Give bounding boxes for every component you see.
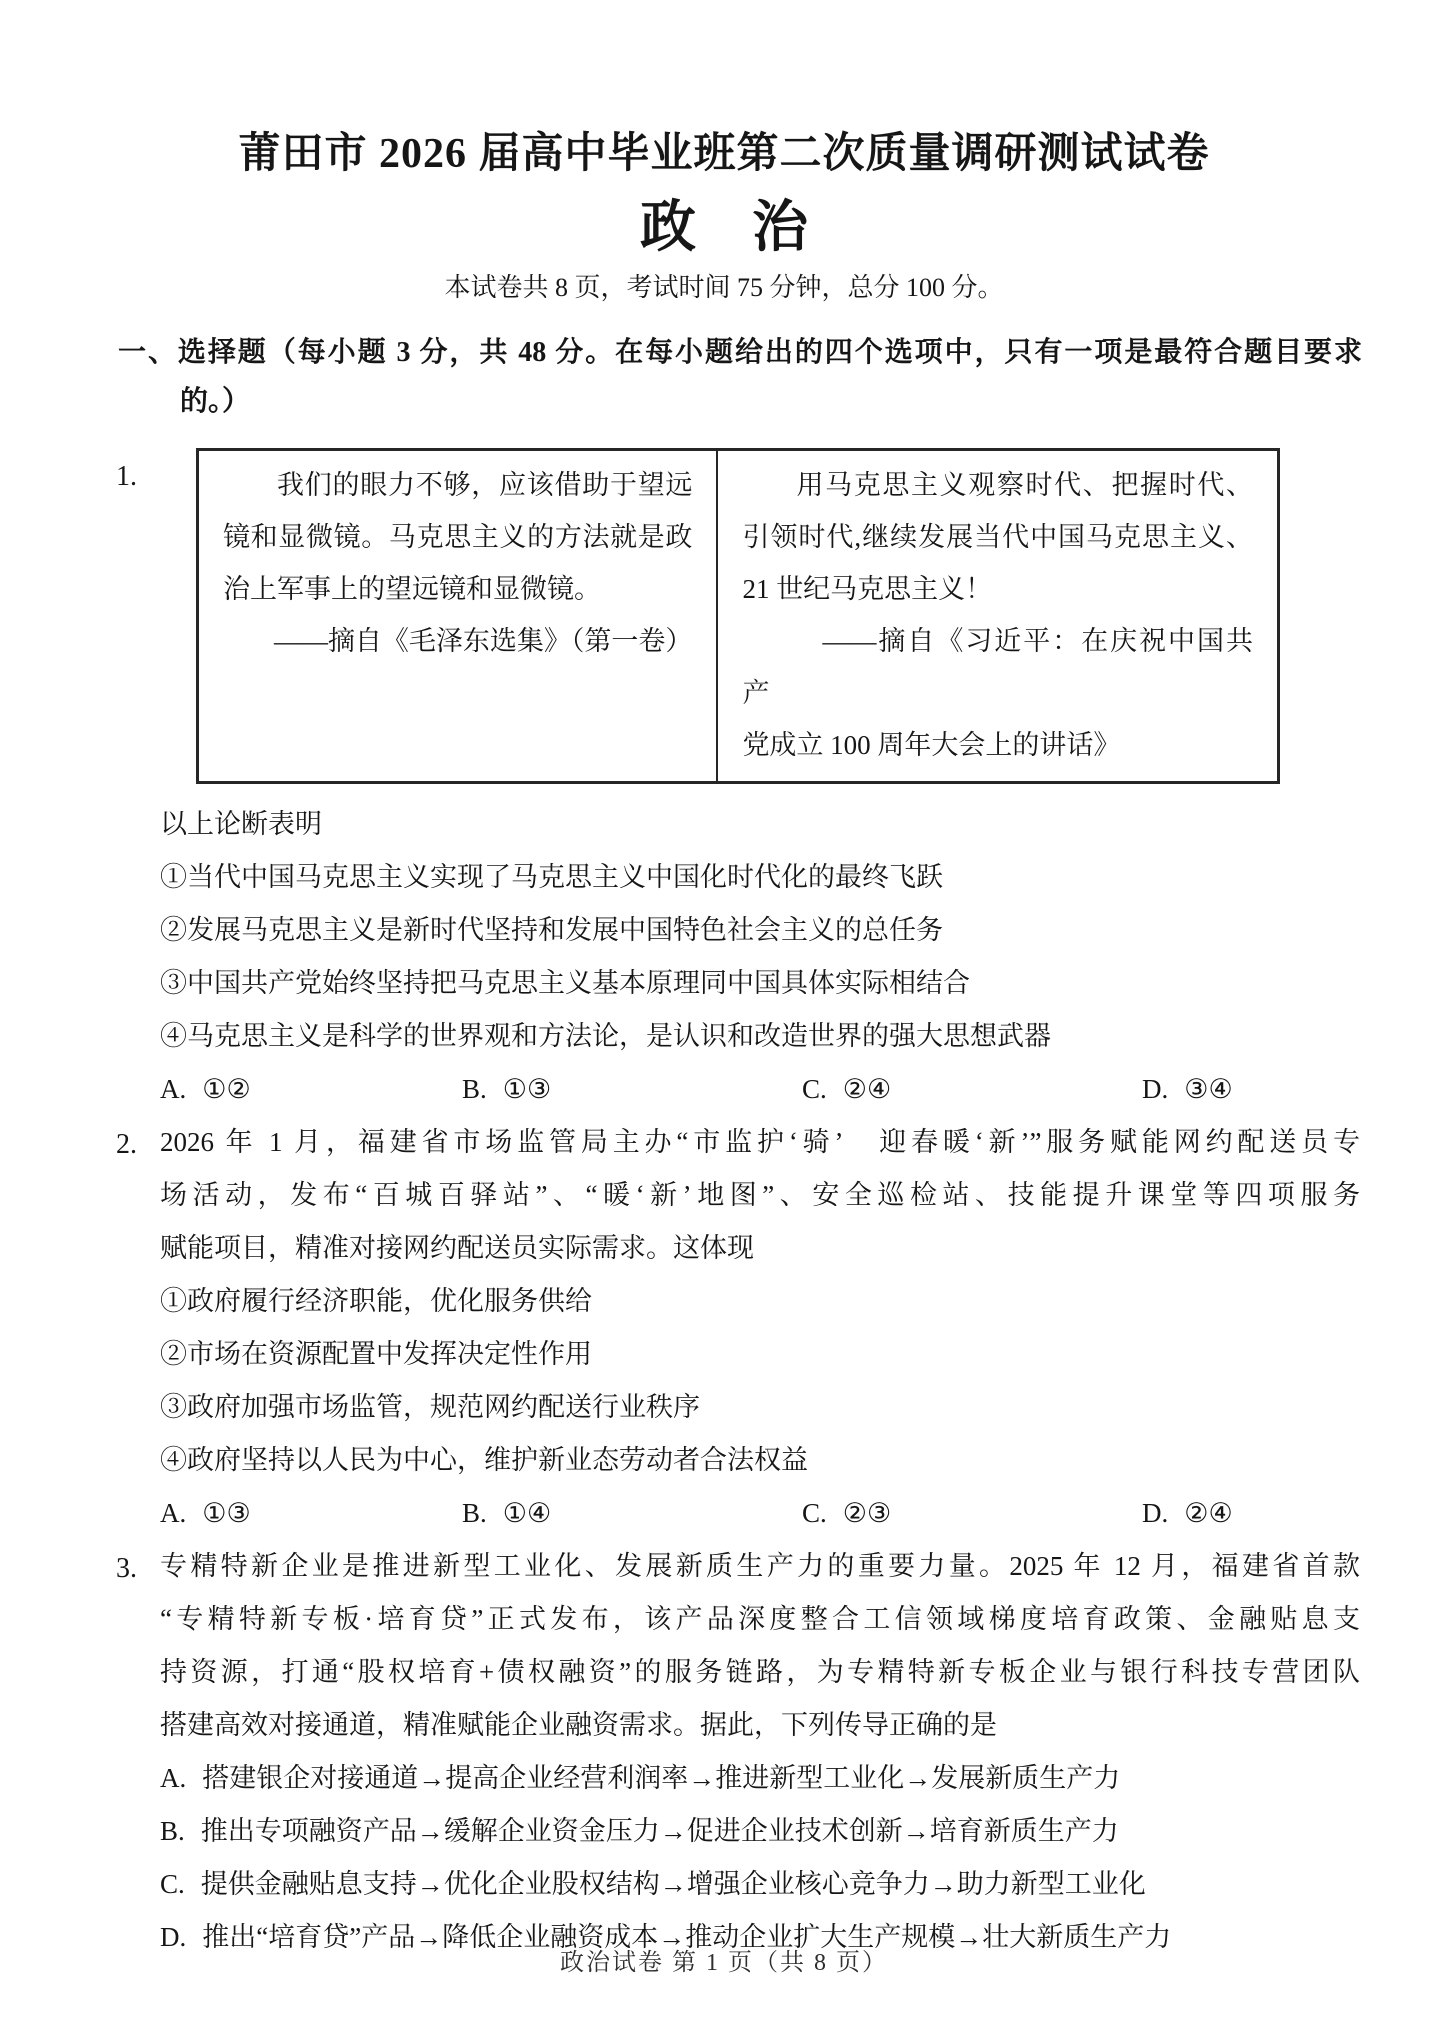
question-1-stem: 以上论断表明	[160, 809, 322, 839]
question-3-body-line: 搭建高效对接通道，精准赋能企业融资需求。据此，下列传导正确的是	[160, 1710, 997, 1740]
option-b	[462, 1487, 802, 1540]
exam-meta: 本试卷共 8 页，考试时间 75 分钟，总分 100 分。	[444, 273, 1004, 302]
option-b-label: B.	[462, 1498, 487, 1528]
quote-cell-left	[199, 451, 716, 781]
option-a	[160, 1487, 462, 1540]
question-1-number: 1.	[116, 461, 137, 492]
quote-right-source-line: ——摘自《习近平：在庆祝中国共产	[742, 626, 1253, 708]
option-c-value: ②③	[842, 1498, 892, 1528]
quote-left-line: 治上军事上的望远镜和显微镜。	[223, 574, 601, 604]
question-1-statement-2: ②发展马克思主义是新时代坚持和发展中国特色社会主义的总任务	[160, 915, 943, 945]
question-1	[116, 448, 1360, 1116]
option-c-value: ②④	[842, 1074, 892, 1104]
option-b-value: 推出专项融资产品→缓解企业资金压力→促进企业技术创新→培育新质生产力	[200, 1816, 1119, 1846]
option-b-value: ①③	[502, 1074, 552, 1104]
question-3-body-line: 专精特新企业是推进新型工业化、发展新质生产力的重要力量。2025 年 12 月，福建省首款	[160, 1551, 1360, 1581]
option-d-value: ③④	[1184, 1074, 1233, 1104]
question-2-statement-3: ③政府加强市场监管，规范网约配送行业秩序	[160, 1392, 700, 1422]
option-a-label: A.	[160, 1763, 187, 1793]
question-2-statement-2: ②市场在资源配置中发挥决定性作用	[160, 1339, 592, 1369]
option-a-label: A.	[160, 1074, 187, 1104]
quote-left-line: 我们的眼力不够，应该借助于望远	[277, 470, 693, 500]
section-heading	[118, 328, 1362, 426]
question-2-body-line: 2026 年 1 月，福建省市场监管局主办“市监护‘骑’ 迎春暖‘新’”服务赋能网约配送员专	[160, 1127, 1360, 1157]
quote-left-line: 镜和显微镜。马克思主义的方法就是政	[223, 522, 693, 552]
question-2-statement-4: ④政府坚持以人民为中心，维护新业态劳动者合法权益	[160, 1445, 808, 1475]
option-a-value: ①③	[202, 1498, 251, 1528]
option-a-value: 搭建银企对接通道→提高企业经营利润率→推进新型工业化→发展新质生产力	[202, 1763, 1121, 1793]
question-3-body-line: “专精特新专板·培育贷”正式发布，该产品深度整合工信领域梯度培育政策、金融贴息支	[160, 1604, 1360, 1634]
option-a-value: ①②	[202, 1074, 251, 1104]
option-d-value: 推出“培育贷”产品→降低企业融资成本→推动企业扩大生产规模→壮大新质生产力	[202, 1922, 1172, 1952]
exam-body	[116, 448, 1360, 1964]
option-a	[160, 1063, 462, 1116]
question-2-number: 2.	[116, 1129, 137, 1160]
option-c-label: C.	[802, 1498, 827, 1528]
question-1-statement-1: ①当代中国马克思主义实现了马克思主义中国化时代化的最终飞跃	[160, 862, 943, 892]
quote-right-line: 用马克思主义观察时代、把握时代、	[796, 470, 1253, 500]
question-2	[116, 1116, 1360, 1540]
question-2-body-line: 场活动，发布“百城百驿站”、“暖‘新’地图”、安全巡检站、技能提升课堂等四项服务	[160, 1180, 1360, 1210]
exam-title: 莆田市 2026 届高中毕业班第二次质量调研测试试卷	[238, 131, 1210, 177]
quote-right-line: 21 世纪马克思主义！	[742, 574, 993, 604]
question-3-option-b	[160, 1805, 1360, 1858]
exam-subject: 政 治	[640, 197, 808, 259]
question-3-option-a	[160, 1752, 1360, 1805]
option-d	[1142, 1487, 1233, 1540]
option-d-label: D.	[1142, 1074, 1169, 1104]
section-heading-line-1: 一、选择题（每小题 3 分，共 48 分。在每小题给出的四个选项中，只有一项是最符合题目要求	[118, 337, 1362, 368]
quote-left-source: ——摘自《毛泽东选集》（第一卷）	[273, 626, 693, 656]
option-d	[1142, 1063, 1233, 1116]
question-2-statement-1: ①政府履行经济职能，优化服务供给	[160, 1286, 592, 1316]
section-heading-line-2: 的。）	[180, 386, 251, 417]
question-1-statement-4: ④马克思主义是科学的世界观和方法论，是认识和改造世界的强大思想武器	[160, 1021, 1051, 1051]
quote-right-line: 引领时代,继续发展当代中国马克思主义、	[742, 522, 1253, 552]
question-3-number: 3.	[116, 1553, 137, 1584]
question-3	[116, 1540, 1360, 1964]
option-c	[802, 1487, 1142, 1540]
option-d-label: D.	[1142, 1498, 1169, 1528]
question-3-option-c	[160, 1858, 1360, 1911]
question-1-quote-table	[196, 448, 1280, 784]
option-b-value: ①④	[502, 1498, 552, 1528]
quote-right-source-line: 党成立 100 周年大会上的讲话》	[742, 730, 1121, 760]
option-b-label: B.	[462, 1074, 487, 1104]
option-b	[462, 1063, 802, 1116]
question-2-body-line: 赋能项目，精准对接网约配送员实际需求。这体现	[160, 1233, 754, 1263]
option-d-value: ②④	[1184, 1498, 1233, 1528]
question-1-options	[160, 1063, 1360, 1116]
option-c-label: C.	[802, 1074, 827, 1104]
option-b-label: B.	[160, 1816, 185, 1846]
option-c	[802, 1063, 1142, 1116]
question-2-options	[160, 1487, 1360, 1540]
question-1-statement-3: ③中国共产党始终坚持把马克思主义基本原理同中国具体实际相结合	[160, 968, 970, 998]
quote-cell-right	[716, 451, 1277, 781]
option-c-value: 提供金融贴息支持→优化企业股权结构→增强企业核心竞争力→助力新型工业化	[200, 1869, 1146, 1899]
question-3-body-line: 持资源，打通“股权培育+债权融资”的服务链路，为专精特新专板企业与银行科技专营团队	[160, 1657, 1360, 1687]
option-d-label: D.	[160, 1922, 187, 1952]
option-c-label: C.	[160, 1869, 185, 1899]
option-a-label: A.	[160, 1498, 187, 1528]
page-footer: 政治试卷 第 1 页（共 8 页）	[560, 1950, 888, 1976]
